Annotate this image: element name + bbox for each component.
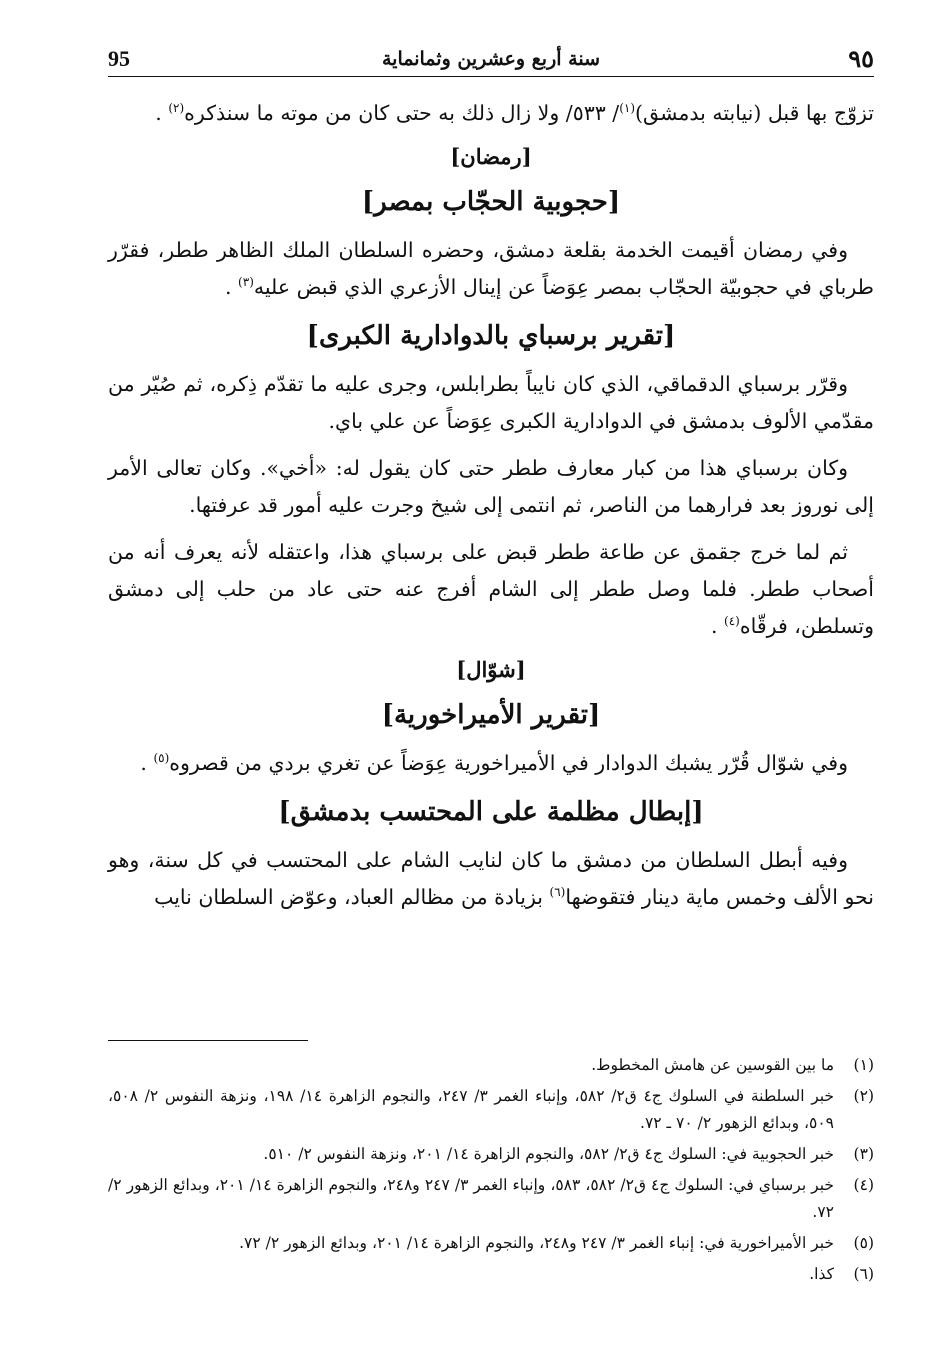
paragraph-1 xyxy=(108,95,874,132)
main-text xyxy=(108,95,874,916)
section-heading-hujubiyya: [حجوبية الحجّاب بمصر] xyxy=(361,187,621,217)
text-run: . xyxy=(710,614,718,638)
section-heading-barsbay: [تقرير برسباي بالدوادارية الكبرى] xyxy=(306,321,676,351)
book-page xyxy=(108,40,874,1363)
paragraph-6 xyxy=(108,745,874,782)
footnote-ref[interactable]: (٣) xyxy=(238,275,254,290)
footnote-ref[interactable]: (٦) xyxy=(549,885,566,900)
text-run: وفي شوّال قُرّر يشبك الدوادار في الأميراخورية عِوَضاً عن تغري بردي من قصروه xyxy=(169,751,848,775)
section-heading-muhtasib: [إبطال مظلمة على المحتسب بدمشق] xyxy=(278,797,704,827)
text-run: / ٥٣٣/ ولا زال ذلك به حتى كان من موته ما سنذكره xyxy=(184,101,620,125)
running-title: سنة أربع وعشرين وثمانماية xyxy=(381,48,600,70)
footnote-number: (٥) xyxy=(853,1234,874,1252)
footnotes xyxy=(108,1052,874,1292)
footnote-text: خبر السلطنة في السلوك ج٤ ق٢/ ٥٨٢، وإنباء الغمر ٣/ ٢٤٧، والنجوم الزاهرة ١٤/ ١٩٨، ونزهة النفوس ٢/ ٥٠٨، ٥٠٩، وبدائع الزهور ٢/ ٧٠ ـ ٧٢. xyxy=(108,1087,835,1132)
paragraph-4: وكان برسباي هذا من كبار معارف ططر حتى كان يقول له: «أخي». وكان تعالى الأمر إلى نوروز بعد فرارهما من الناصر، ثم انتمى إلى شيخ وجرت عليه أمور قد عرفتها. xyxy=(108,456,874,517)
footnote-item xyxy=(108,1052,874,1079)
text-run: وفي رمضان أقيمت الخدمة بقلعة دمشق، وحضره السلطان الملك الظاهر ططر، فقرّر طرباي في حجوبيّة الحجّاب بمصر عِوَضاً عن إينال الأزعري الذي قبض عليه xyxy=(108,238,874,299)
section-heading-amirakhuriyya: [تقرير الأميراخورية] xyxy=(381,700,601,730)
footnote-number: (٤) xyxy=(853,1176,874,1194)
page-number-arabic: ٩٥ xyxy=(848,44,874,73)
footnote-number: (٢) xyxy=(853,1087,874,1105)
footnote-ref[interactable]: (٢) xyxy=(168,101,185,116)
text-run: . xyxy=(224,275,232,299)
footnote-text: ما بين القوسين عن هامش المخطوط. xyxy=(591,1056,834,1074)
footnote-item xyxy=(108,1230,874,1257)
paragraph-5 xyxy=(108,534,874,645)
footnote-text: خبر برسباي في: السلوك ج٤ ق٢/ ٥٨٢، ٥٨٣، وإنباء الغمر ٣/ ٢٤٧ و٢٤٨، والنجوم الزاهرة ١٤/ ٢٠١، وبدائع الزهور ٢/ ٧٢. xyxy=(108,1176,834,1221)
footnote-text: كذا. xyxy=(809,1265,834,1283)
text-run: . xyxy=(155,101,162,125)
footnote-ref[interactable]: (٤) xyxy=(724,614,740,629)
month-heading-shawwal: [شوّال] xyxy=(456,657,526,682)
page-number-latin: 95 xyxy=(108,46,130,71)
footnote-divider xyxy=(108,1040,308,1041)
page-header xyxy=(108,40,874,77)
footnote-number: (٦) xyxy=(853,1265,874,1283)
footnote-number: (١) xyxy=(853,1056,874,1074)
text-run: ثم لما خرج جقمق عن طاعة ططر قبض على برسباي هذا، واعتقله لأنه يعرف أنه من أصحاب ططر. فلما وصل ططر إلى الشام أفرج عنه حتى عاد من حلب إلى دمشق وتسلطن، فرقّاه xyxy=(108,540,874,638)
footnote-item xyxy=(108,1141,874,1168)
paragraph-3: وقرّر برسباي الدقماقي، الذي كان نايباً بطرابلس، وجرى عليه ما تقدّم ذِكره، ثم صُيّر من مقدّمي الألوف بدمشق في الدوادارية الكبرى عِوَضاً عن علي باي. xyxy=(108,372,874,433)
footnote-item xyxy=(108,1172,874,1226)
footnote-ref[interactable]: (١) xyxy=(619,101,636,116)
month-heading-ramadan: [رمضان] xyxy=(450,144,532,169)
text-run: وفيه أبطل السلطان من دمشق ما كان لنايب الشام على المحتسب في كل سنة، وهو نحو الألف وخمس ماية دينار فتقوضها xyxy=(108,848,874,909)
footnote-text: خبر الحجوبية في: السلوك ج٤ ق٢/ ٥٨٢، والنجوم الزاهرة ١٤/ ٢٠١، ونزهة النفوس ٢/ ٥١٠. xyxy=(263,1145,834,1163)
footnote-item xyxy=(108,1261,874,1288)
text-run: . xyxy=(140,751,147,775)
footnote-ref[interactable]: (٥) xyxy=(153,751,170,766)
paragraph-2 xyxy=(108,232,874,306)
footnote-number: (٣) xyxy=(853,1145,874,1163)
text-run: بزيادة من مظالم العباد، وعوّض السلطان نايب xyxy=(154,885,543,909)
text-run: تزوّج بها قبل (نيابته بدمشق) xyxy=(635,101,874,125)
footnote-item xyxy=(108,1083,874,1137)
paragraph-7 xyxy=(108,842,874,916)
footnote-text: خبر الأميراخورية في: إنباء الغمر ٣/ ٢٤٧ و٢٤٨، والنجوم الزاهرة ١٤/ ٢٠١، وبدائع الزهور ٢/ ٧٢. xyxy=(239,1234,834,1252)
